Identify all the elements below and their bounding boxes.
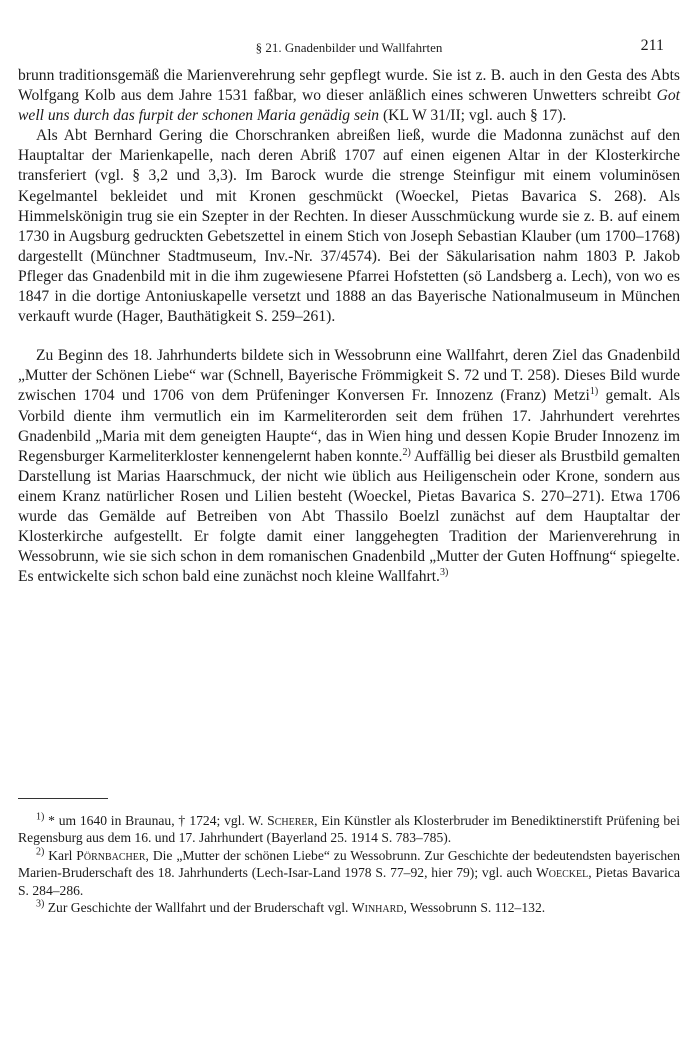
paragraph-1-text-end: (KL W 31/II; vgl. auch § 17). bbox=[379, 107, 567, 125]
paragraph-1-text: brunn traditionsgemäß die Marienverehrung sehr gepflegt wurde. Sie ist z. B. auch in den Gesta des Abts Wolfgang Kolb aus dem Jahre 1531 faßbar, wo dieser anläßlich eines schweren Unwetters schreibt bbox=[18, 67, 680, 105]
author-winhard: Winhard bbox=[351, 900, 404, 916]
paragraph-1 bbox=[18, 66, 680, 126]
page-number: 211 bbox=[640, 37, 664, 54]
author-poernbacher: Pörnbacher bbox=[76, 847, 146, 863]
running-title: § 21. Gnadenbilder und Wallfahrten bbox=[255, 40, 443, 55]
footnote-ref-3[interactable]: 3) bbox=[439, 567, 449, 579]
footnote-3 bbox=[18, 899, 680, 916]
footnote-separator bbox=[18, 798, 108, 799]
footnote-ref-2[interactable]: 2) bbox=[402, 446, 411, 458]
paragraph-2: Als Abt Bernhard Gering die Chorschranken abreißen ließ, wurde die Madonna zunächst auf den Hauptaltar der Marienkapelle, nach deren Abriß 1707 auf einen eigenen Altar in der Klosterkirche transferiert (vgl. § 3,2 und 3,3). Im Barock wurde die strenge Steinfigur mit einem voluminösen Kegelmantel bekleidet und mit Kronen geschmückt (Woeckel, Pietas Bavarica S. 268). Als Himmelskönigin trug sie ein Szepter in der Rechten. In dieser Ausschmückung wurde sie z. B. auf einem 1730 in Augsburg gedruckten Gebetszettel in einem Stich von Joseph Sebastian Klauber (um 1700–1768) dargestellt (Münchner Stadtmuseum, Inv.-Nr. 37/4574). Bei der Säkularisation nahm 1803 P. Jakob Pfleger das Gnadenbild mit in die ihm zugewiesene Pfarrei Hofstetten (sö Landsberg a. Lech), von wo es 1847 in die dortige Antoniuskapelle versetzt und 1888 an das Bayerische Nationalmuseum in München verkauft wurde (Hager, Bauthätigkeit S. 259–261). bbox=[18, 127, 680, 326]
footnote-ref-1[interactable]: 1) bbox=[589, 386, 599, 398]
footnote-3-text-end: , Wessobrunn S. 112–132. bbox=[403, 900, 546, 916]
footnote-2-text-2: , Die „Mutter der schönen Liebe“ zu Wessobrunn. Zur Geschichte der bedeutendsten bayerischen Marien-Bruderschaft des 18. Jahrhunderts (Lech-Isar-Land 1978 S. 77–92, hier 79); vgl. auch bbox=[18, 847, 680, 881]
footnote-3-text: Zur Geschichte der Wallfahrt und der Bruderschaft vgl. bbox=[44, 900, 352, 916]
footnote-3-mark: 3) bbox=[36, 898, 45, 910]
author-woeckel: Woeckel bbox=[535, 865, 589, 881]
paragraph-3-text-2: gemalt. Als Vorbild diente ihm vermutlich ein im Karmeliterorden seit dem frühen 17. Jahrhundert verehrtes Gnadenbild „Maria mit dem geneigten Haupte“, das in Wien hing und dessen Kopie Bruder Innozenz im Regensburger Karmeliterkloster kennengelernt haben konnte. bbox=[18, 387, 681, 465]
author-scherer: Scherer bbox=[267, 813, 315, 828]
footnote-2-mark: 2) bbox=[36, 846, 45, 858]
footnote-2-text: Karl bbox=[44, 847, 77, 863]
footnote-2-text-end: , Pietas Bavarica S. 284–286. bbox=[18, 865, 681, 898]
main-text bbox=[18, 66, 680, 587]
paragraph-3 bbox=[18, 346, 680, 587]
footnotes bbox=[18, 812, 680, 916]
paragraph-3-text-3: Auffällig bei dieser als Brustbild gemalten Darstellung ist Marias Haarschmuck, der nicht wie üblich aus Heiligenschein oder Krone, sondern aus einem Kranz natürlicher Rosen und Lilien besteht (Woeckel, Pietas Bavarica S. 270–271). Etwa 1706 wurde das Gemälde auf Betreiben von Abt Thassilo Boelzl zunächst auf dem Hauptaltar der Klosterkirche aufgestellt. Er folgte damit einer langgehegten Tradition der Marienverehrung in Wessobrunn, wie sie sich schon in dem romanischen Gnadenbild „Mutter der Guten Hoffnung“ spiegelte. Es entwickelte sich schon bald eine zunächst noch kleine Wallfahrt. bbox=[18, 447, 680, 586]
footnote-1-mark: 1) bbox=[36, 811, 45, 823]
footnote-1 bbox=[18, 812, 680, 847]
footnote-1-text-end: , Ein Künstler als Klosterbruder im Benediktinerstift Prüfening bei Regensburg aus dem 16. und 17. Jahrhundert (Bayerland 25. 1914 S. 783–785). bbox=[18, 813, 680, 846]
gesta-quote: Got well uns durch das furpit der schonen Maria genädig sein bbox=[18, 87, 680, 125]
paragraph-3-text: Zu Beginn des 18. Jahrhunderts bildete sich in Wessobrunn eine Wallfahrt, deren Ziel das Gnadenbild „Mutter der Schönen Liebe“ war (Schnell, Bayerische Frömmigkeit S. 72 und T. 258). Dieses Bild wurde zwischen 1704 und 1706 von dem Prüfeninger Konversen Fr. Innozenz (Franz) Metzi bbox=[18, 347, 680, 405]
footnote-1-text: * um 1640 in Braunau, † 1724; vgl. W. bbox=[44, 813, 268, 828]
footnote-2 bbox=[18, 847, 680, 899]
running-header bbox=[18, 37, 680, 59]
